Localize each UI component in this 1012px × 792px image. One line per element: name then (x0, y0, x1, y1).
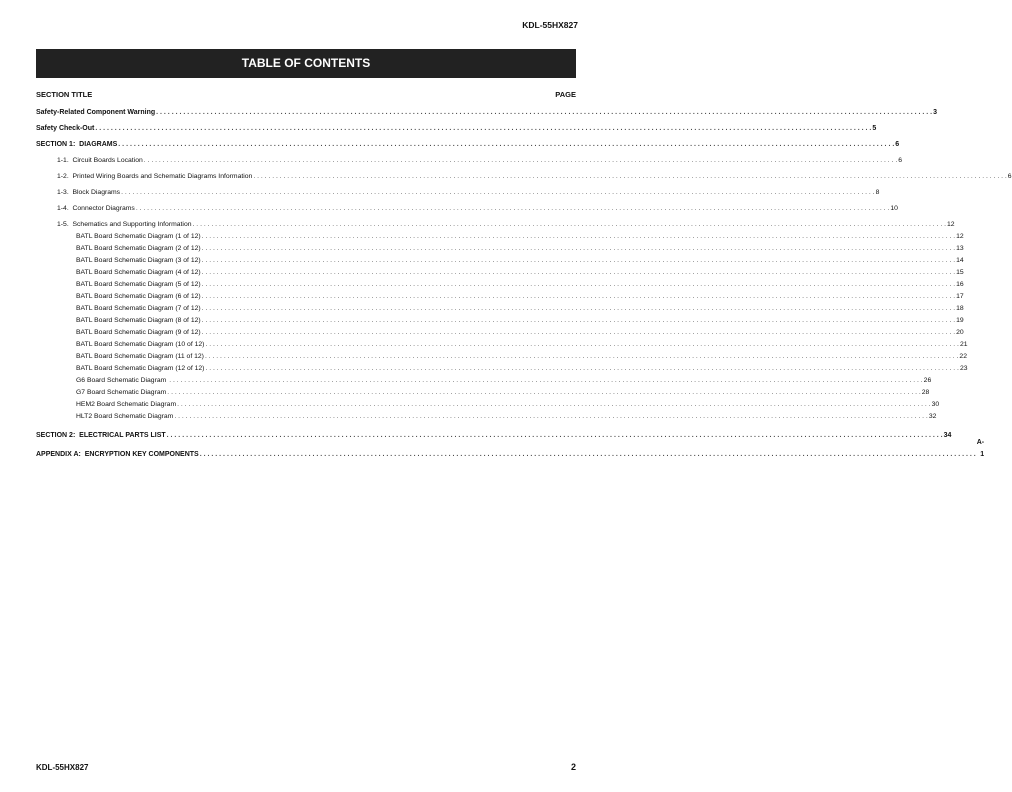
toc-entry-page: 22 (959, 353, 967, 360)
toc-entry-label: 1-4. Connector Diagrams (57, 205, 135, 212)
footer-page-number: 2 (570, 762, 576, 772)
toc-leader-dots: . . . . . . . . . . . . . . . . . . . . . . . . . . . . . . . . . . . . . . . . . . . . . . . . . . . . . . . . . . . . . . . . . . . . . . . . . . . . . . . . . . . . . . . . . . . . . . . . . . . . . . . . . . . . . . . . . . . . . . . . . . . . . . . . . . . . . . . . . . . . . . . . . . . . . . . . . . . . . . . . . . . . . . . . . . . . . . . . . . . . . . . . . . . . . . . . . . . . . . . . (156, 109, 933, 116)
toc-entry-page: 5 (872, 125, 877, 132)
toc-entry-label: BATL Board Schematic Diagram (6 of 12) (76, 293, 201, 300)
toc-entry[interactable] (36, 387, 930, 399)
toc-entry-page: 10 (890, 205, 898, 212)
toc-entry[interactable] (36, 315, 964, 327)
toc-entry-label: BATL Board Schematic Diagram (7 of 12) (76, 305, 201, 312)
toc-entry-label: HEM2 Board Schematic Diagram (76, 401, 177, 408)
toc-entry[interactable] (36, 155, 903, 167)
toc-leader-dots: . . . . . . . . . . . . . . . . . . . . . . . . . . . . . . . . . . . . . . . . . . . . . . . . . . . . . . . . . . . . . . . . . . . . . . . . . . . . . . . . . . . . . . . . . . . . . . . . . . . . . . . . . . . . . . . . . . . . . . . . . . . . . . . . . . . . . . . . . . . . . . . . . . . . . . . . . . . . . . . . . . . . . . . . . . . . . . . . . . . . . . . . . . . . . . . . . . . . . . . . (177, 401, 931, 408)
toc-entry[interactable] (36, 123, 877, 135)
toc-entry[interactable] (36, 430, 952, 442)
toc-entry-page: 14 (956, 257, 964, 264)
toc-entry-page: 20 (956, 329, 964, 336)
toc-entry-page: 6 (1007, 173, 1012, 180)
toc-entry-label: 1-3. Block Diagrams (57, 189, 121, 196)
section-title-header: SECTION TITLE (36, 90, 93, 99)
toc-entry[interactable] (36, 255, 964, 267)
toc-column-headers (36, 90, 576, 102)
toc-leader-dots: . . . . . . . . . . . . . . . . . . . . . . . . . . . . . . . . . . . . . . . . . . . . . . . . . . . . . . . . . . . . . . . . . . . . . . . . . . . . . . . . . . . . . . . . . . . . . . . . . . . . . . . . . . . . . . . . . . . . . . . . . . . . . . . . . . . . . . . . . . . . . . . . . . . . . . . . . . . . . . . . . . . . . . . . . . . . . . . . . . . . . . . . . . . . . . . . . . . . . . . . (201, 293, 956, 300)
toc-entry[interactable] (36, 219, 955, 231)
toc-entry-page: 21 (959, 341, 968, 348)
toc-leader-dots: . . . . . . . . . . . . . . . . . . . . . . . . . . . . . . . . . . . . . . . . . . . . . . . . . . . . . . . . . . . . . . . . . . . . . . . . . . . . . . . . . . . . . . . . . . . . . . . . . . . . . . . . . . . . . . . . . . . . . . . . . . . . . . . . . . . . . . . . . . . . . . . . . . . . . . . . . . . . . . . . . . . . . . . . . . . . . . . . . . . . . . . . . . . . . . . . . . . . . . . . (174, 413, 928, 420)
toc-leader-dots: . . . . . . . . . . . . . . . . . . . . . . . . . . . . . . . . . . . . . . . . . . . . . . . . . . . . . . . . . . . . . . . . . . . . . . . . . . . . . . . . . . . . . . . . . . . . . . . . . . . . . . . . . . . . . . . . . . . . . . . . . . . . . . . . . . . . . . . . . . . . . . . . . . . . . . . . . . . . . . . . . . . . . . . . . . . . . . . . . . . . . . . . . . . . . . . . . . . . . . . . (192, 221, 946, 228)
toc-leader-dots: . . . . . . . . . . . . . . . . . . . . . . . . . . . . . . . . . . . . . . . . . . . . . . . . . . . . . . . . . . . . . . . . . . . . . . . . . . . . . . . . . . . . . . . . . . . . . . . . . . . . . . . . . . . . . . . . . . . . . . . . . . . . . . . . . . . . . . . . . . . . . . . . . . . . . . . . . . . . . . . . . . . . . . . . . . . . . . . . . . . . . . . . . . . . . . . . . . . . . . . . (201, 281, 956, 288)
toc-entry-label: BATL Board Schematic Diagram (10 of 12) (76, 341, 205, 348)
toc-leader-dots: . . . . . . . . . . . . . . . . . . . . . . . . . . . . . . . . . . . . . . . . . . . . . . . . . . . . . . . . . . . . . . . . . . . . . . . . . . . . . . . . . . . . . . . . . . . . . . . . . . . . . . . . . . . . . . . . . . . . . . . . . . . . . . . . . . . . . . . . . . . . . . . . . . . . . . . . . . . . . . . . . . . . . . . . . . . . . . . . . . . . . . . . . . . . . . . . . . . . . . . . (201, 233, 956, 240)
toc-entry[interactable] (36, 171, 1012, 183)
toc-leader-dots: . . . . . . . . . . . . . . . . . . . . . . . . . . . . . . . . . . . . . . . . . . . . . . . . . . . . . . . . . . . . . . . . . . . . . . . . . . . . . . . . . . . . . . . . . . . . . . . . . . . . . . . . . . . . . . . . . . . . . . . . . . . . . . . . . . . . . . . . . . . . . . . . . . . . . . . . . . . . . . . . . . . . . . . . . . . . . . . . . . . . . . . . . . . . . . . . . . . . . . . . (201, 245, 956, 252)
toc-entry[interactable] (36, 327, 964, 339)
toc-leader-dots: . . . . . . . . . . . . . . . . . . . . . . . . . . . . . . . . . . . . . . . . . . . . . . . . . . . . . . . . . . . . . . . . . . . . . . . . . . . . . . . . . . . . . . . . . . . . . . . . . . . . . . . . . . . . . . . . . . . . . . . . . . . . . . . . . . . . . . . . . . . . . . . . . . . . . . . . . . . . . . . . . . . . . . . . . . . . . . . . . . . . . . . . . . . . . . . . . . . . . . . . (95, 125, 872, 132)
footer-model: KDL-55HX827 (36, 763, 89, 772)
toc-entry[interactable] (36, 231, 964, 243)
toc-entry-page: 13 (956, 245, 964, 252)
toc-entry-label: BATL Board Schematic Diagram (5 of 12) (76, 281, 201, 288)
toc-entry-page: 18 (956, 305, 964, 312)
toc-entry[interactable] (36, 351, 967, 363)
toc-entry[interactable] (36, 187, 880, 199)
toc-entry-label: HLT2 Board Schematic Diagram (76, 413, 174, 420)
toc-entry-page: 19 (956, 317, 964, 324)
toc-entry-label: G7 Board Schematic Diagram (76, 389, 167, 396)
toc-entry-label: G6 Board Schematic Diagram (76, 377, 169, 384)
toc-entry[interactable] (36, 267, 964, 279)
toc-entry-page: 3 (933, 109, 938, 116)
toc-entry[interactable] (36, 107, 938, 119)
toc-entry-label: BATL Board Schematic Diagram (1 of 12) (76, 233, 201, 240)
toc-entry-label: BATL Board Schematic Diagram (11 of 12) (76, 353, 204, 360)
toc-entry-label: BATL Board Schematic Diagram (4 of 12) (76, 269, 201, 276)
toc-entry-page: 23 (959, 365, 968, 372)
toc-entry[interactable] (36, 139, 900, 151)
toc-entry-label: BATL Board Schematic Diagram (3 of 12) (76, 257, 201, 264)
toc-entry-page: A-1 (976, 439, 985, 458)
toc-leader-dots: . . . . . . . . . . . . . . . . . . . . . . . . . . . . . . . . . . . . . . . . . . . . . . . . . . . . . . . . . . . . . . . . . . . . . . . . . . . . . . . . . . . . . . . . . . . . . . . . . . . . . . . . . . . . . . . . . . . . . . . . . . . . . . . . . . . . . . . . . . . . . . . . . . . . . . . . . . . . . . . . . . . . . . . . . . . . . . . . . . . . . . . . . . . . . . . . . . . . . . . . (118, 141, 895, 148)
toc-entry[interactable] (36, 303, 964, 315)
toc-entry-page: 30 (931, 401, 940, 408)
toc-entry-page: 12 (947, 221, 955, 228)
table-of-contents (36, 107, 1012, 461)
toc-leader-dots: . . . . . . . . . . . . . . . . . . . . . . . . . . . . . . . . . . . . . . . . . . . . . . . . . . . . . . . . . . . . . . . . . . . . . . . . . . . . . . . . . . . . . . . . . . . . . . . . . . . . . . . . . . . . . . . . . . . . . . . . . . . . . . . . . . . . . . . . . . . . . . . . . . . . . . . . . . . . . . . . . . . . . . . . . . . . . . . . . . . . . . . . . . . . . . . . . . . . . . . . (205, 341, 959, 348)
toc-leader-dots: . . . . . . . . . . . . . . . . . . . . . . . . . . . . . . . . . . . . . . . . . . . . . . . . . . . . . . . . . . . . . . . . . . . . . . . . . . . . . . . . . . . . . . . . . . . . . . . . . . . . . . . . . . . . . . . . . . . . . . . . . . . . . . . . . . . . . . . . . . . . . . . . . . . . . . . . . . . . . . . . . . . . . . . . . . . . . . . . . . . . . . . . . . . . . . . . . . . . . . . . (201, 329, 956, 336)
page-title: TABLE OF CONTENTS (36, 49, 576, 78)
toc-leader-dots: . . . . . . . . . . . . . . . . . . . . . . . . . . . . . . . . . . . . . . . . . . . . . . . . . . . . . . . . . . . . . . . . . . . . . . . . . . . . . . . . . . . . . . . . . . . . . . . . . . . . . . . . . . . . . . . . . . . . . . . . . . . . . . . . . . . . . . . . . . . . . . . . . . . . . . . . . . . . . . . . . . . . . . . . . . . . . . . . . . . . . . . . . . . . . . . . . . . . . . . . (166, 432, 943, 439)
toc-entry-label: BATL Board Schematic Diagram (9 of 12) (76, 329, 201, 336)
toc-entry-page: 32 (928, 413, 937, 420)
toc-leader-dots: . . . . . . . . . . . . . . . . . . . . . . . . . . . . . . . . . . . . . . . . . . . . . . . . . . . . . . . . . . . . . . . . . . . . . . . . . . . . . . . . . . . . . . . . . . . . . . . . . . . . . . . . . . . . . . . . . . . . . . . . . . . . . . . . . . . . . . . . . . . . . . . . . . . . . . . . . . . . . . . . . . . . . . . . . . . . . . . . . . . . . . . . . . . . . . . . . . . . . . . . (204, 353, 959, 360)
toc-leader-dots: . . . . . . . . . . . . . . . . . . . . . . . . . . . . . . . . . . . . . . . . . . . . . . . . . . . . . . . . . . . . . . . . . . . . . . . . . . . . . . . . . . . . . . . . . . . . . . . . . . . . . . . . . . . . . . . . . . . . . . . . . . . . . . . . . . . . . . . . . . . . . . . . . . . . . . . . . . . . . . . . . . . . . . . . . . . . . . . . . . . . . . . . . . . . . . . . . . . . . . . . (201, 305, 956, 312)
toc-entry[interactable] (36, 439, 985, 461)
toc-entry[interactable] (36, 411, 937, 423)
toc-leader-dots: . . . . . . . . . . . . . . . . . . . . . . . . . . . . . . . . . . . . . . . . . . . . . . . . . . . . . . . . . . . . . . . . . . . . . . . . . . . . . . . . . . . . . . . . . . . . . . . . . . . . . . . . . . . . . . . . . . . . . . . . . . . . . . . . . . . . . . . . . . . . . . . . . . . . . . . . . . . . . . . . . . . . . . . . . . . . . . . . . . . . . . . . . . . . . . . . . . . . . . . . (199, 451, 976, 458)
toc-entry-page: 34 (943, 432, 952, 439)
toc-leader-dots: . . . . . . . . . . . . . . . . . . . . . . . . . . . . . . . . . . . . . . . . . . . . . . . . . . . . . . . . . . . . . . . . . . . . . . . . . . . . . . . . . . . . . . . . . . . . . . . . . . . . . . . . . . . . . . . . . . . . . . . . . . . . . . . . . . . . . . . . . . . . . . . . . . . . . . . . . . . . . . . . . . . . . . . . . . . . . . . . . . . . . . . . . . . . . . . . . . . . . . . . (167, 389, 921, 396)
toc-entry-label: SECTION 2: ELECTRICAL PARTS LIST (36, 432, 166, 439)
toc-leader-dots: . . . . . . . . . . . . . . . . . . . . . . . . . . . . . . . . . . . . . . . . . . . . . . . . . . . . . . . . . . . . . . . . . . . . . . . . . . . . . . . . . . . . . . . . . . . . . . . . . . . . . . . . . . . . . . . . . . . . . . . . . . . . . . . . . . . . . . . . . . . . . . . . . . . . . . . . . . . . . . . . . . . . . . . . . . . . . . . . . . . . . . . . . . . . . . . . . . . . . . . . (201, 269, 956, 276)
toc-leader-dots: . . . . . . . . . . . . . . . . . . . . . . . . . . . . . . . . . . . . . . . . . . . . . . . . . . . . . . . . . . . . . . . . . . . . . . . . . . . . . . . . . . . . . . . . . . . . . . . . . . . . . . . . . . . . . . . . . . . . . . . . . . . . . . . . . . . . . . . . . . . . . . . . . . . . . . . . . . . . . . . . . . . . . . . . . . . . . . . . . . . . . . . . . . . . . . . . . . . . . . . . (201, 257, 956, 264)
toc-entry[interactable] (36, 291, 964, 303)
toc-leader-dots: . . . . . . . . . . . . . . . . . . . . . . . . . . . . . . . . . . . . . . . . . . . . . . . . . . . . . . . . . . . . . . . . . . . . . . . . . . . . . . . . . . . . . . . . . . . . . . . . . . . . . . . . . . . . . . . . . . . . . . . . . . . . . . . . . . . . . . . . . . . . . . . . . . . . . . . . . . . . . . . . . . . . . . . . . . . . . . . . . . . . . . . . . . . . . . . . . . . . . . . . (135, 205, 890, 212)
toc-entry-page: 12 (956, 233, 964, 240)
toc-entry-label: Safety Check-Out (36, 125, 95, 132)
toc-entry-label: BATL Board Schematic Diagram (12 of 12) (76, 365, 205, 372)
toc-entry-page: 16 (956, 281, 964, 288)
toc-leader-dots: . . . . . . . . . . . . . . . . . . . . . . . . . . . . . . . . . . . . . . . . . . . . . . . . . . . . . . . . . . . . . . . . . . . . . . . . . . . . . . . . . . . . . . . . . . . . . . . . . . . . . . . . . . . . . . . . . . . . . . . . . . . . . . . . . . . . . . . . . . . . . . . . . . . . . . . . . . . . . . . . . . . . . . . . . . . . . . . . . . . . . . . . . . . . . . . . . . . . . . . . (201, 317, 956, 324)
toc-entry-page: 6 (895, 141, 900, 148)
toc-entry[interactable] (36, 339, 968, 351)
toc-entry-page: 26 (923, 377, 932, 384)
toc-entry[interactable] (36, 363, 968, 375)
toc-entry-label: Safety-Related Component Warning (36, 109, 156, 116)
toc-entry-page: 15 (956, 269, 964, 276)
toc-entry-label: BATL Board Schematic Diagram (8 of 12) (76, 317, 201, 324)
page-header: PAGE (555, 90, 576, 99)
toc-entry-page: 17 (956, 293, 964, 300)
toc-leader-dots: . . . . . . . . . . . . . . . . . . . . . . . . . . . . . . . . . . . . . . . . . . . . . . . . . . . . . . . . . . . . . . . . . . . . . . . . . . . . . . . . . . . . . . . . . . . . . . . . . . . . . . . . . . . . . . . . . . . . . . . . . . . . . . . . . . . . . . . . . . . . . . . . . . . . . . . . . . . . . . . . . . . . . . . . . . . . . . . . . . . . . . . . . . . . . . . . . . . . . . . . (169, 377, 923, 384)
toc-entry[interactable] (36, 399, 940, 411)
toc-entry[interactable] (36, 203, 898, 215)
toc-entry-page: 8 (875, 189, 880, 196)
toc-entry[interactable] (36, 243, 964, 255)
toc-entry-label: 1-5. Schematics and Supporting Information (57, 221, 192, 228)
toc-entry-label: 1-1. Circuit Boards Location (57, 157, 143, 164)
toc-entry-page: 28 (921, 389, 930, 396)
toc-entry-label: 1-2. Printed Wiring Boards and Schematic Diagrams Information (57, 173, 253, 180)
toc-entry-label: SECTION 1: DIAGRAMS (36, 141, 118, 148)
toc-leader-dots: . . . . . . . . . . . . . . . . . . . . . . . . . . . . . . . . . . . . . . . . . . . . . . . . . . . . . . . . . . . . . . . . . . . . . . . . . . . . . . . . . . . . . . . . . . . . . . . . . . . . . . . . . . . . . . . . . . . . . . . . . . . . . . . . . . . . . . . . . . . . . . . . . . . . . . . . . . . . . . . . . . . . . . . . . . . . . . . . . . . . . . . . . . . . . . . . . . . . . . . . (121, 189, 875, 196)
toc-entry-label: BATL Board Schematic Diagram (2 of 12) (76, 245, 201, 252)
toc-entry-page: 6 (898, 157, 903, 164)
page-header-model: KDL-55HX827 (522, 20, 578, 30)
toc-entry[interactable] (36, 375, 932, 387)
toc-entry[interactable] (36, 279, 964, 291)
toc-entry-label: APPENDIX A: ENCRYPTION KEY COMPONENTS (36, 451, 199, 458)
toc-leader-dots: . . . . . . . . . . . . . . . . . . . . . . . . . . . . . . . . . . . . . . . . . . . . . . . . . . . . . . . . . . . . . . . . . . . . . . . . . . . . . . . . . . . . . . . . . . . . . . . . . . . . . . . . . . . . . . . . . . . . . . . . . . . . . . . . . . . . . . . . . . . . . . . . . . . . . . . . . . . . . . . . . . . . . . . . . . . . . . . . . . . . . . . . . . . . . . . . . . . . . . . . (143, 157, 898, 164)
toc-leader-dots: . . . . . . . . . . . . . . . . . . . . . . . . . . . . . . . . . . . . . . . . . . . . . . . . . . . . . . . . . . . . . . . . . . . . . . . . . . . . . . . . . . . . . . . . . . . . . . . . . . . . . . . . . . . . . . . . . . . . . . . . . . . . . . . . . . . . . . . . . . . . . . . . . . . . . . . . . . . . . . . . . . . . . . . . . . . . . . . . . . . . . . . . . . . . . . . . . . . . . . . . (205, 365, 959, 372)
toc-leader-dots: . . . . . . . . . . . . . . . . . . . . . . . . . . . . . . . . . . . . . . . . . . . . . . . . . . . . . . . . . . . . . . . . . . . . . . . . . . . . . . . . . . . . . . . . . . . . . . . . . . . . . . . . . . . . . . . . . . . . . . . . . . . . . . . . . . . . . . . . . . . . . . . . . . . . . . . . . . . . . . . . . . . . . . . . . . . . . . . . . . . . . . . . . . . . . . . . . . . . . . . . (253, 173, 1007, 180)
